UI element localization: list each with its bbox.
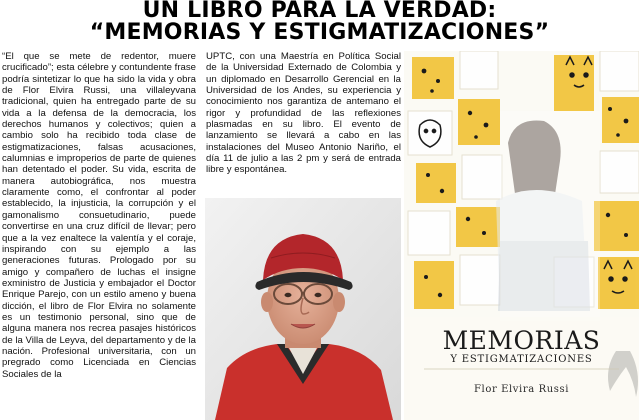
headline-line-1: UN LIBRO PARA LA VERDAD: [142, 0, 497, 23]
author-portrait-illustration [205, 198, 401, 420]
headline-line-2: “MEMORIAS Y ESTIGMATIZACIONES” [89, 20, 550, 45]
article-text-2: UPTC, con una Maestría en Política Social de la Universidad Externado de Colombia y un diplomado en Desarrollo Gerencial en la Universidad de los Andes, su experiencia y conocimiento nos garantiza de antemano el rigor y profundidad de las reflexiones plasmadas en su libro. El evento de lanzamiento se llevará a cabo en las instalaciones del Museo Antonio Nariño, el día 11 de julio a las 2 pm y será de entrada libre y espontánea. [206, 51, 401, 176]
article-text-1: “El que se mete de redentor, muere crucificado”; esta célebre y contundente frase podría sintetizar lo que ha sido la vida y obra de Flor Elvira Russi, una villaleyvana tradicional, quien ha entregado parte de su vida a la defensa de la democracia, los derechos humanos y colectivos; quien a cambio solo ha recibido toda clase de estigmatizaciones, falsas acusaciones, calumnias e improperios de parte de quienes han detentado el poder. Su vida, escrita de manera autobiográfica, nos muestra claramente como, el confrontar al poder establecido, la injusticia, la corrupción y el gamonalismo consuetudinario, puede convertirse en una cruz difícil de llevar; pero que a la vez enaltece la valentía y el coraje, inspirando con su ejemplo a las generaciones futuras. Prologado por su amigo y compañero de luchas el insigne exministro de Justicia y embajador el Doctor Enrique Parejo, con un estilo ameno y buena dicción, el libro de Flor Elvira no solamente es un testimonio personal, sino que de alguna manera nos recrea pasajes históricos de la Villa de Leyva, del departamento y de la nación. Profesional universitaria, con un pregrado como Licenciada en Ciencias Sociales de la [2, 51, 196, 380]
article-column-1 [2, 51, 196, 380]
article-column-2 [206, 51, 401, 176]
author-photo [205, 198, 401, 420]
book-author: Flor Elvira Russi [473, 384, 569, 395]
book-title: MEMORIAS [442, 326, 601, 355]
book-cover [404, 51, 639, 420]
book-subtitle: Y ESTIGMATIZACIONES [450, 354, 593, 365]
